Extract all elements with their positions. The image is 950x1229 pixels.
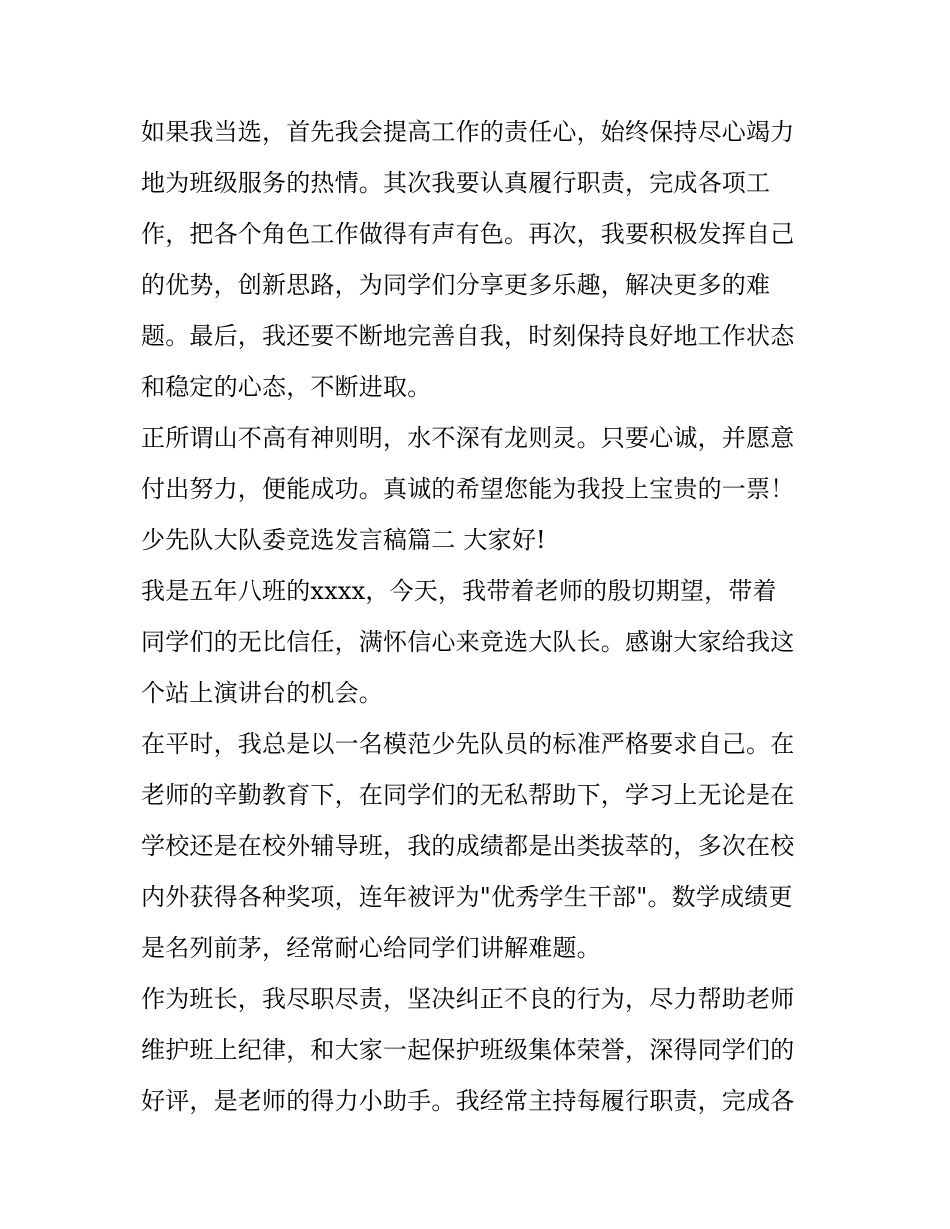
text-line: 是名列前茅，经常耐心给同学们讲解难题。 [141,934,601,962]
text-line: 我是五年八班的xxxx，今天，我带着老师的殷切期望，带着 [141,577,777,605]
text-line: 内外获得各种奖项，连年被评为"优秀学生干部"。数学成绩更 [141,883,793,911]
text-line: 和稳定的心态，不断进取。 [141,373,432,401]
text-line: 维护班上纪律，和大家一起保护班级集体荣誉，深得同学们的 [141,1036,795,1064]
text-line: 少先队大队委竞选发言稿篇二 大家好! [141,526,546,554]
text-line: 地为班级服务的热情。其次我要认真履行职责，完成各项工 [141,169,771,197]
text-line: 如果我当选，首先我会提高工作的责任心，始终保持尽心竭力 [141,118,795,146]
document-body [141,107,821,1127]
text-line: 作，把各个角色工作做得有声有色。再次，我要积极发挥自己 [141,220,795,248]
text-line: 老师的辛勤教育下，在同学们的无私帮助下，学习上无论是在 [141,781,795,809]
text-line: 的优势，创新思路，为同学们分享更多乐趣，解决更多的难 [141,271,771,299]
text-line: 题。最后，我还要不断地完善自我，时刻保持良好地工作状态 [141,322,795,350]
text-line: 同学们的无比信任，满怀信心来竞选大队长。感谢大家给我这 [141,628,795,656]
text-line: 正所谓山不高有神则明，水不深有龙则灵。只要心诚，并愿意 [141,424,795,452]
text-line: 在平时，我总是以一名模范少先队员的标准严格要求自己。在 [141,730,795,758]
text-line: 学校还是在校外辅导班，我的成绩都是出类拔萃的，多次在校 [141,832,795,860]
text-line: 作为班长，我尽职尽责，坚决纠正不良的行为，尽力帮助老师 [141,985,795,1013]
text-line: 好评，是老师的得力小助手。我经常主持每履行职责，完成各 [141,1087,795,1115]
text-line: 付出努力，便能成功。真诚的希望您能为我投上宝贵的一票！ [141,475,795,503]
text-line: 个站上演讲台的机会。 [141,679,383,707]
